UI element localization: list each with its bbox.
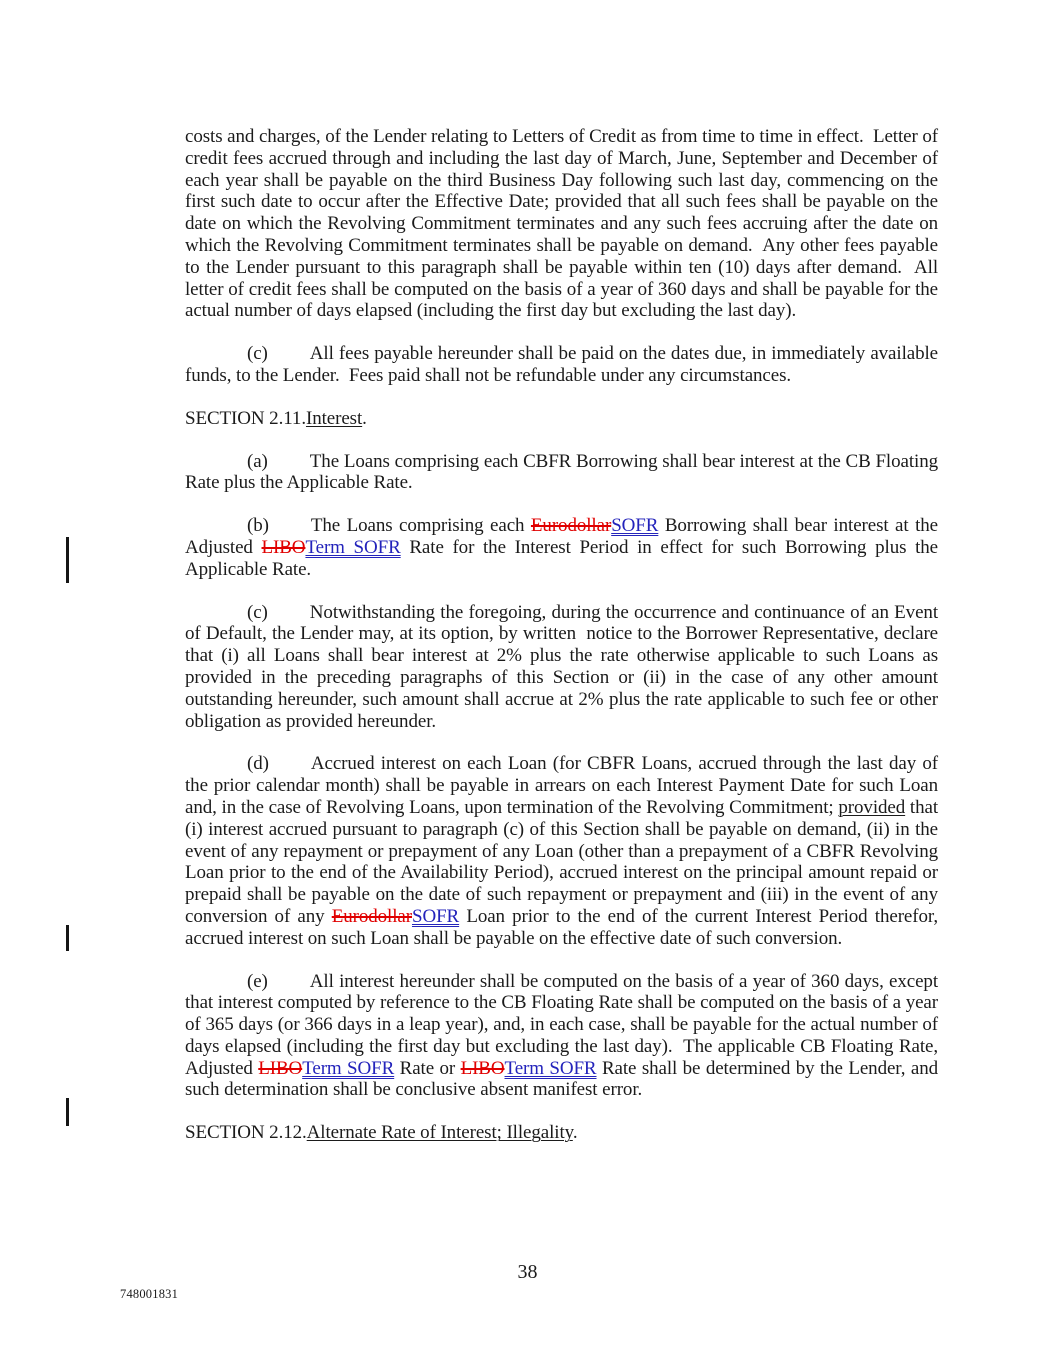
text-run: The Loans comprising each [310,515,531,537]
text-run: . [572,1122,578,1144]
inserted-text: Term SOFR [504,1057,597,1079]
section-2-12-heading [185,1122,938,1144]
text-run: Loan prior to the end of the current Interest Period therefor, accrued interest on such Loan shall be payable on the effective date of such conversion. [185,905,943,949]
text-run: SECTION 2.12. [185,1122,307,1144]
inserted-text: Term SOFR [302,1057,395,1079]
text-run: Rate shall be determined by the Lender, and such determination shall be conclusive absent manifest error. [185,1057,943,1101]
deleted-text: Eurodollar [331,905,412,927]
text-run: (e) [247,970,268,992]
paragraph-2-11-e [185,970,943,1102]
paragraph-2-11-b [185,515,942,580]
change-bar [66,1098,69,1126]
inserted-text: SOFR [611,515,659,537]
text-run: Accrued interest on each Loan (for CBFR Loans, accrued through the last day of the prior calendar month) shall be payable in arrears on each Interest Payment Date for such Loan and, in the case of Revolving Loans, upon termination of the Revolving Commitment; [185,753,943,818]
text-run: that (i) interest accrued pursuant to paragraph (c) of this Section shall be payable on demand, (ii) in the event of any repayment or prepayment of any Loan (other than a prepayment of a CBFR Revolving Loan prior to the end of the Availability Period), accrued interest on the principal amount repaid or prepaid shall be payable on the date of such repayment or prepayment and (iii) in the event of any conversion of any [185,796,943,927]
paragraph-2-10-c-fees-payable [185,343,943,387]
change-bar [66,537,69,583]
document-number: 748001831 [120,1287,179,1301]
text-run: The Loans comprising each CBFR Borrowing shall bear interest at the CB Floating Rate plus the Applicable Rate. [185,450,943,494]
underlined-text: Interest [305,407,363,429]
text-run: Rate or [394,1057,461,1079]
text-run: (c) [247,343,268,365]
text-run: (d) [247,753,269,775]
deleted-text: Eurodollar [530,515,612,537]
deleted-text: LIBO [261,536,306,558]
section-2-11-heading [185,408,938,430]
paragraph-2-11-c [185,601,943,733]
change-bar [66,925,69,951]
deleted-text: LIBO [460,1057,505,1079]
underlined-text: Alternate Rate of Interest; Illegality [306,1122,573,1144]
text-run: All interest hereunder shall be computed on the basis of a year of 360 days, except that interest computed by reference to the CB Floating Rate shall be computed on the basis of a year of 365 days (or 366 days in a leap year), and, in each case, shall be payable for the actual number of days elapsed (including the first day but excluding the last day). The applicable CB Floating Rate, Adjusted [185,970,943,1079]
paragraph-2-11-a [185,450,943,495]
inserted-text: SOFR [411,905,460,927]
text-run: (c) [247,601,268,623]
page-number: 38 [517,1261,538,1283]
text-run: (a) [247,450,268,472]
text-run: All fees payable hereunder shall be paid on the dates due, in immediately available funds, to the Lender. Fees paid shall not be refundable under any circumstances. [185,343,943,386]
document-body [185,126,943,1165]
text-run: costs and charges, of the Lender relating to Letters of Credit as from time to time in effect. Letter of credit fees accrued through and including the last day of March, June, September and December of each year shall be payable on the third Business Day following such last day, commencing on the first such date to occur after the Effective Date; provided that all such fees shall be payable on the date on which the Revolving Commitment terminates and any such fees accruing after the date on which the Revolving Commitment terminates shall be payable on demand. Any other fees payable to the Lender pursuant to this paragraph shall be payable within ten (10) days after demand. All letter of credit fees shall be computed on the basis of a year of 360 days and shall be payable for the actual number of days elapsed (including the first day but excluding the last day). [185,126,943,322]
paragraph-2-11-d [185,753,943,949]
text-run: Rate for the Interest Period in effect for such Borrowing plus the Applicable Rate. [185,536,942,580]
inserted-text: Term SOFR [305,536,401,558]
continued-paragraph-letter-of-credit-fees [185,126,943,322]
text-run: (b) [247,515,269,537]
text-run: Borrowing shall bear interest at the Adjusted [185,515,942,558]
underlined-text: provided [838,796,906,818]
text-run: Notwithstanding the foregoing, during the occurrence and continuance of an Event of Default, the Lender may, at its option, by written notice to the Borrower Representative, declare that (i) all Loans shall bear interest at 2% plus the rate otherwise applicable to such Loans as provided in the preceding paragraphs of this Section or (ii) in the case of any other amount outstanding hereunder, such amount shall accrue at 2% plus the rate applicable to such fee or other obligation as provided hereunder. [185,601,943,732]
text-run: . [362,407,367,429]
deleted-text: LIBO [258,1057,303,1079]
text-run: SECTION 2.11. [185,407,306,429]
